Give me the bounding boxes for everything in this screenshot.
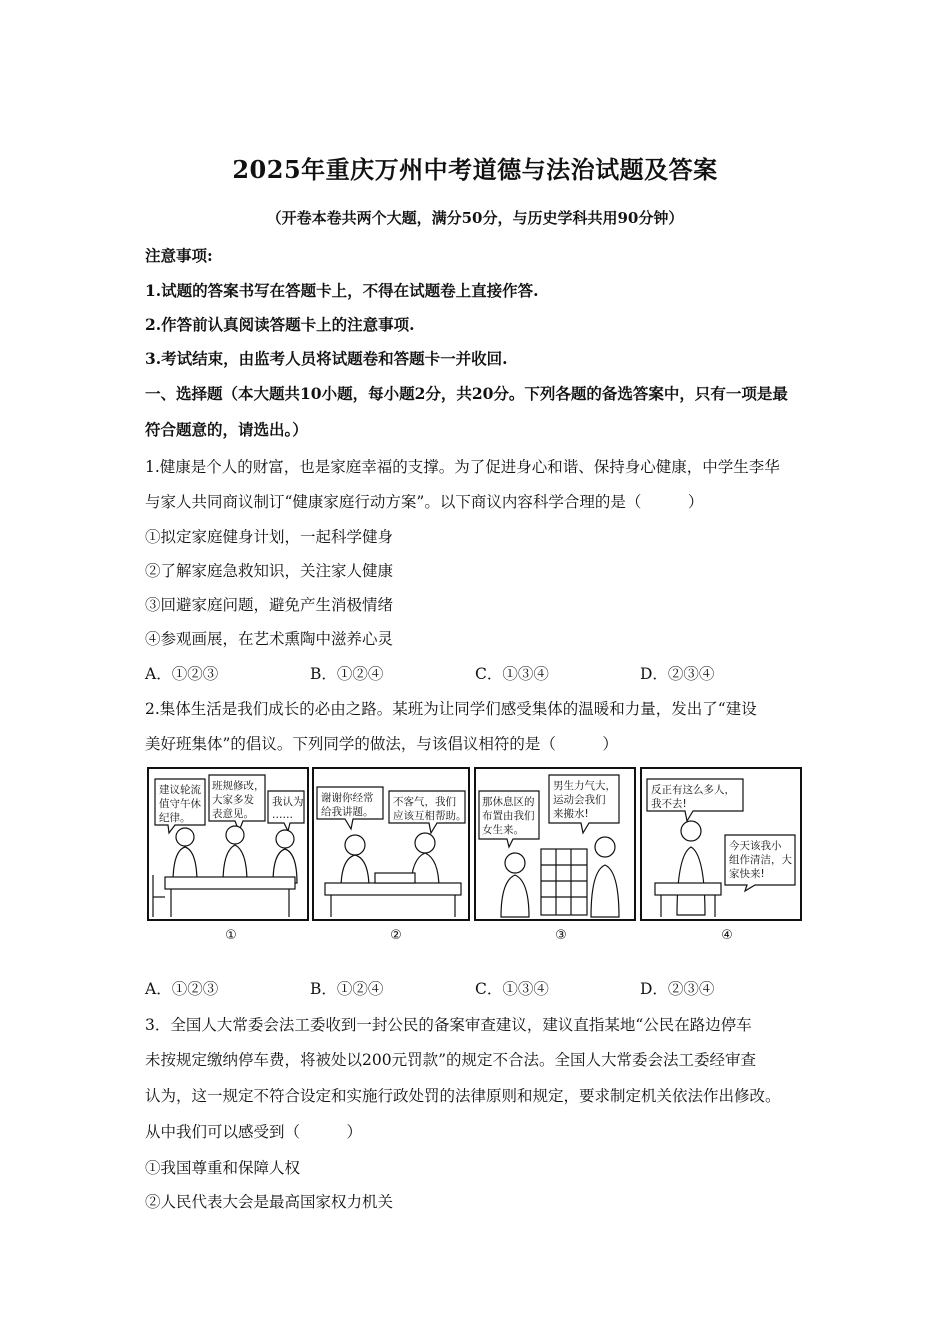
bubble-text: 不客气，我们 xyxy=(393,796,456,808)
svg-text:① ② ③ ④ xyxy=(225,928,733,943)
bubble-text: 男生力气大， xyxy=(553,780,616,792)
comic-panel-2 xyxy=(313,768,469,920)
question-2-options xyxy=(145,977,805,1001)
bubble-text: 值守午休 xyxy=(159,798,201,810)
option-c[interactable]: C．①③④ xyxy=(475,665,549,683)
question-3-item: ②人民代表大会是最高国家权力机关 xyxy=(145,1193,394,1211)
bubble-text: 运动会我们 xyxy=(553,794,606,806)
question-1-item: ②了解家庭急救知识，关注家人健康 xyxy=(145,562,394,580)
bubble-text: 家快来! xyxy=(729,868,765,880)
bubble-text: 女生来。 xyxy=(482,824,524,836)
panel-label: ④ xyxy=(721,928,733,943)
bubble-text: 来搬水! xyxy=(553,808,589,820)
bubble-text: 建议轮流 xyxy=(159,784,201,796)
svg-text:谢谢你经常 给我讲题。 不客 xyxy=(321,791,467,822)
panel-label: ① xyxy=(225,928,237,943)
bubble-text: 我认为 xyxy=(272,796,304,808)
bubble-text: 组作清洁，大 xyxy=(729,854,792,866)
question-3-stem: 3．全国人大常委会法工委收到一封公民的备案审查建议，建议直指某地“公民在路边停车 xyxy=(145,1016,752,1034)
bubble-text: 纪律。 xyxy=(159,812,191,824)
notes-heading: 注意事项: xyxy=(145,246,213,265)
bubble-text: 班规修改， xyxy=(212,780,265,792)
question-3-stem-cont: 未按规定缴纳停车费，将被处以200元罚款”的规定不合法。全国人大常委会法工委经审查 xyxy=(145,1051,757,1069)
bubble-text: 表意见。 xyxy=(212,808,254,820)
option-b[interactable]: B．①②④ xyxy=(310,980,384,998)
question-3-stem-cont: 认为，这一规定不符合设定和实施行政处罚的法律原则和规定，要求制定机关依法作出修改。 xyxy=(145,1087,781,1105)
bubble-text: …… xyxy=(272,809,293,821)
bubble-text: 大家多发 xyxy=(212,794,254,806)
question-3-item: ①我国尊重和保障人权 xyxy=(145,1159,301,1177)
question-1-stem: 1.健康是个人的财富，也是家庭幸福的支撑。为了促进身心和谐、保持身心健康，中学生李华 xyxy=(145,458,780,476)
option-d[interactable]: D．②③④ xyxy=(640,665,715,683)
bubble-text: 那休息区的 xyxy=(482,796,535,808)
panel-label: ③ xyxy=(555,928,567,943)
exam-title: 2025年重庆万州中考道德与法治试题及答案 xyxy=(232,155,718,184)
question-1-item: ①拟定家庭健身计划，一起科学健身 xyxy=(145,528,394,546)
note-item: 3.考试结束，由监考人员将试题卷和答题卡一并收回. xyxy=(145,349,508,368)
bubble-text: 给我讲题。 xyxy=(321,806,374,818)
bubble-text: 谢谢你经常 xyxy=(321,792,374,804)
question-1-options xyxy=(145,662,805,686)
question-1-item: ③回避家庭问题，避免产生消极情绪 xyxy=(145,596,394,614)
question-2-stem-cont: 美好班集体”的倡议。下列同学的做法，与该倡议相符的是（ ） xyxy=(145,735,618,753)
section-heading-cont: 符合题意的，请选出。） xyxy=(145,420,308,439)
note-item: 1.试题的答案书写在答题卡上，不得在试题卷上直接作答. xyxy=(145,281,539,300)
comic-panel-1 xyxy=(148,768,308,920)
note-item: 2.作答前认真阅读答题卡上的注意事项. xyxy=(145,315,415,334)
question-2-stem: 2.集体生活是我们成长的必由之路。某班为让同学们感受集体的温暖和力量，发出了“建设 xyxy=(145,700,757,718)
bubble-text: 今天该我小 xyxy=(729,840,782,852)
option-c[interactable]: C．①③④ xyxy=(475,980,549,998)
exam-subtitle: （开卷本卷共两个大题，满分50分，与历史学科共用90分钟） xyxy=(266,209,684,227)
comic-panel-4 xyxy=(641,768,801,920)
bubble-text: 我不去! xyxy=(651,798,687,810)
comic-panel-3 xyxy=(475,768,635,920)
question-3-stem-cont: 从中我们可以感受到（ ） xyxy=(145,1123,363,1141)
bubble-text: 布置由我们 xyxy=(482,810,535,822)
question-1-stem-cont: 与家人共同商议制订“健康家庭行动方案”。以下商议内容科学合理的是（ ） xyxy=(145,493,704,511)
bubble-text: 反正有这么多人， xyxy=(651,784,735,796)
option-d[interactable]: D．②③④ xyxy=(640,980,715,998)
question-1-item: ④参观画展，在艺术熏陶中滋养心灵 xyxy=(145,630,394,648)
section-heading: 一、选择题（本大题共10小题，每小题2分，共20分。下列各题的备选答案中，只有一项是最 xyxy=(145,384,788,403)
bubble-text: 应该互相帮助。 xyxy=(393,810,467,822)
comic-strip xyxy=(145,765,805,945)
option-a[interactable]: A．①②③ xyxy=(145,980,219,998)
panel-label: ② xyxy=(390,928,402,943)
option-a[interactable]: A．①②③ xyxy=(145,665,219,683)
option-b[interactable]: B．①②④ xyxy=(310,665,384,683)
